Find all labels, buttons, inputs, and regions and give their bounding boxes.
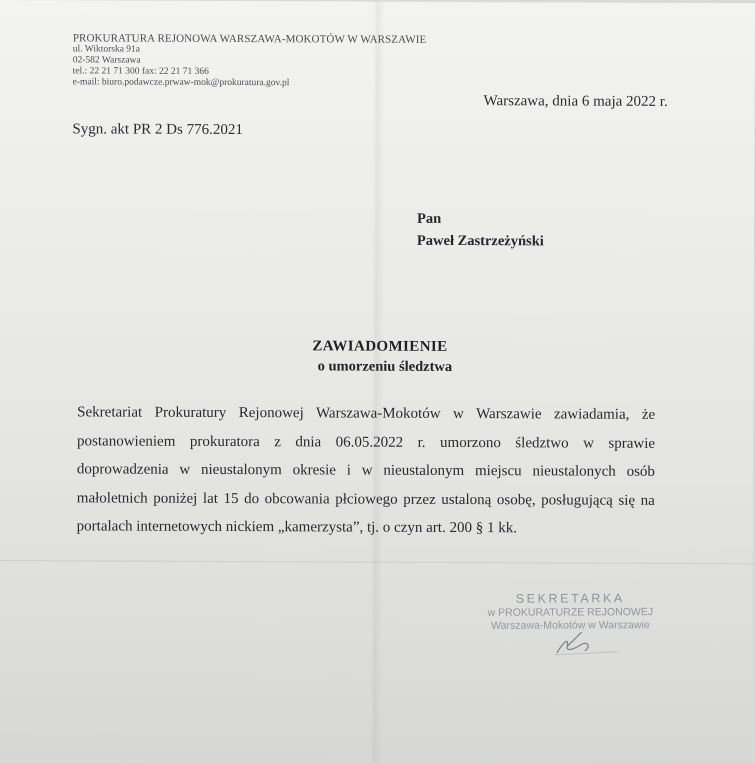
case-reference: Sygn. akt PR 2 Ds 776.2021 — [72, 121, 243, 139]
body-line: postanowieniem prokuratora z dnia 06.05.2022 r. umorzono śledztwo w sprawie — [77, 432, 656, 452]
letterhead — [73, 33, 427, 90]
body-line: doprowadzenia w nieustalonym okresie i w nieustalonym miejscu nieustalonych osób — [76, 461, 655, 480]
stamp-location: Warszawa-Mokotów w Warszawie — [491, 619, 650, 632]
letter-body — [77, 398, 656, 543]
letterhead-street: ul. Wiktorska 91a — [72, 44, 141, 55]
letterhead-phone: tel.: 22 21 71 300 fax: 22 21 71 366 — [72, 66, 209, 77]
body-line: portalach internetowych nickiem „kamerzysta”, tj. o czyn art. 200 § 1 kk. — [76, 518, 518, 537]
letterhead-city: 02-582 Warszawa — [72, 55, 141, 66]
body-line: małoletnich poniżej lat 15 do obcowania płciowego przez ustaloną osobę, posługującą się na — [76, 489, 655, 509]
document-title: ZAWIADOMIENIE — [312, 338, 448, 355]
stamp-office: w PROKURATURZE REJONOWEJ — [487, 606, 654, 619]
addressee-salutation: Pan — [417, 210, 442, 227]
body-line: Sekretariat Prokuratury Rejonowej Warszawa-Mokotów w Warszawie zawiadamia, że — [77, 404, 656, 423]
paper-fold — [0, 560, 753, 564]
letter-date: Warszawa, dnia 6 maja 2022 r. — [483, 93, 668, 110]
addressee-name: Paweł Zastrzeżyński — [416, 232, 544, 250]
stamp-title: SEKRETARKA — [515, 591, 625, 606]
addressee-block — [417, 208, 544, 253]
letterhead-email: e-mail: biuro.podawcze.prwaw-mok@prokuratura.gov.pl — [72, 77, 290, 89]
letterhead-office: PROKURATURA REJONOWA WARSZAWA-MOKOTÓW W WARSZAWIE — [72, 32, 427, 46]
title-block — [0, 337, 754, 377]
handwritten-signature — [537, 624, 627, 664]
document-subtitle: o umorzeniu śledztwa — [317, 358, 453, 375]
